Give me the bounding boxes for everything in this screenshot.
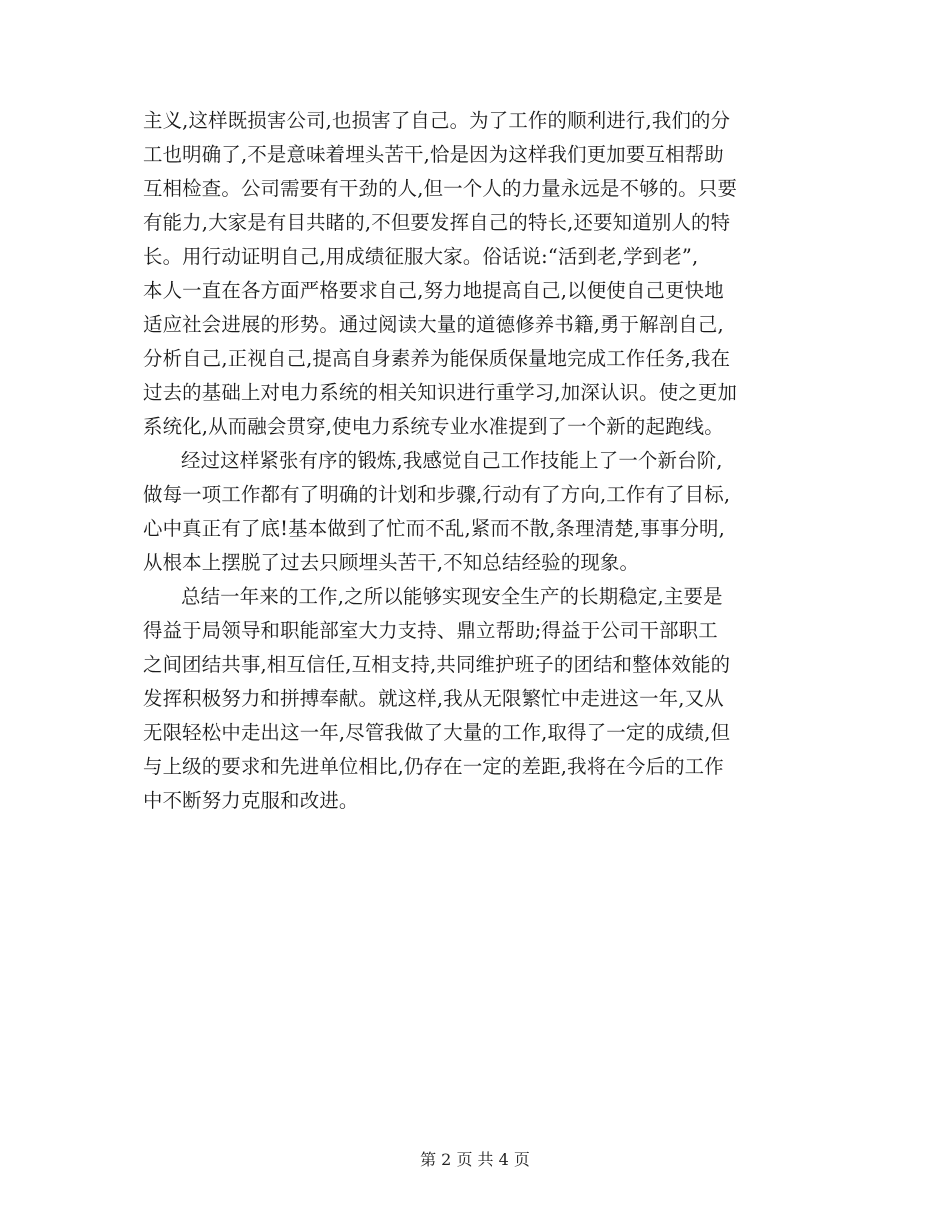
paragraph-start-line: 经过这样紧张有序的锻炼,我感觉自己工作技能上了一个新台阶, <box>181 449 723 472</box>
text-line: 做每一项工作都有了明确的计划和步骤,行动有了方向,工作有了目标, <box>143 483 731 506</box>
page-number-footer: 第 2 页 共 4 页 <box>420 1150 530 1169</box>
text-line: 主义,这样既损害公司,也损害了自己。为了工作的顺利进行,我们的分 <box>143 109 731 132</box>
text-line: 发挥积极努力和拼搏奉献。就这样,我从无限繁忙中走进这一年,又从 <box>143 687 724 710</box>
text-line: 本人一直在各方面严格要求自己,努力地提高自己,以便使自己更快地 <box>143 279 724 302</box>
text-line: 系统化,从而融会贯穿,使电力系统专业水准提到了一个新的起跑线。 <box>143 415 724 438</box>
text-line: 有能力,大家是有目共睹的,不但要发挥自己的特长,还要知道别人的特 <box>143 211 731 234</box>
text-line: 心中真正有了底!基本做到了忙而不乱,紧而不散,条理清楚,事事分明, <box>143 517 725 540</box>
text-line: 无限轻松中走出这一年,尽管我做了大量的工作,取得了一定的成绩,但 <box>143 721 731 744</box>
text-line: 过去的基础上对电力系统的相关知识进行重学习,加深认识。使之更加 <box>143 381 738 404</box>
text-line: 适应社会进展的形势。通过阅读大量的道德修养书籍,勇于解剖自己, <box>143 313 724 336</box>
text-line: 与上级的要求和先进单位相比,仍存在一定的差距,我将在今后的工作 <box>143 755 724 778</box>
text-line: 之间团结共事,相互信任,互相支持,共同维护班子的团结和整体效能的 <box>143 653 731 676</box>
text-line: 长。用行动证明自己,用成绩征服大家。俗话说:“活到老,学到老”, <box>143 245 699 268</box>
text-line: 从根本上摆脱了过去只顾埋头苦干,不知总结经验的现象。 <box>143 551 640 574</box>
text-line: 得益于局领导和职能部室大力支持、鼎立帮助;得益于公司干部职工 <box>143 619 718 642</box>
text-line: 工也明确了,不是意味着埋头苦干,恰是因为这样我们更加要互相帮助 <box>143 143 724 166</box>
text-line: 互相检查。公司需要有干劲的人,但一个人的力量永远是不够的。只要 <box>143 177 738 200</box>
text-line: 中不断努力克服和改进。 <box>143 789 359 812</box>
text-line: 分析自己,正视自己,提高自身素养为能保质保量地完成工作任务,我在 <box>143 347 731 370</box>
paragraph-start-line: 总结一年来的工作,之所以能够实现安全生产的长期稳定,主要是 <box>181 585 723 608</box>
document-body <box>143 104 823 818</box>
